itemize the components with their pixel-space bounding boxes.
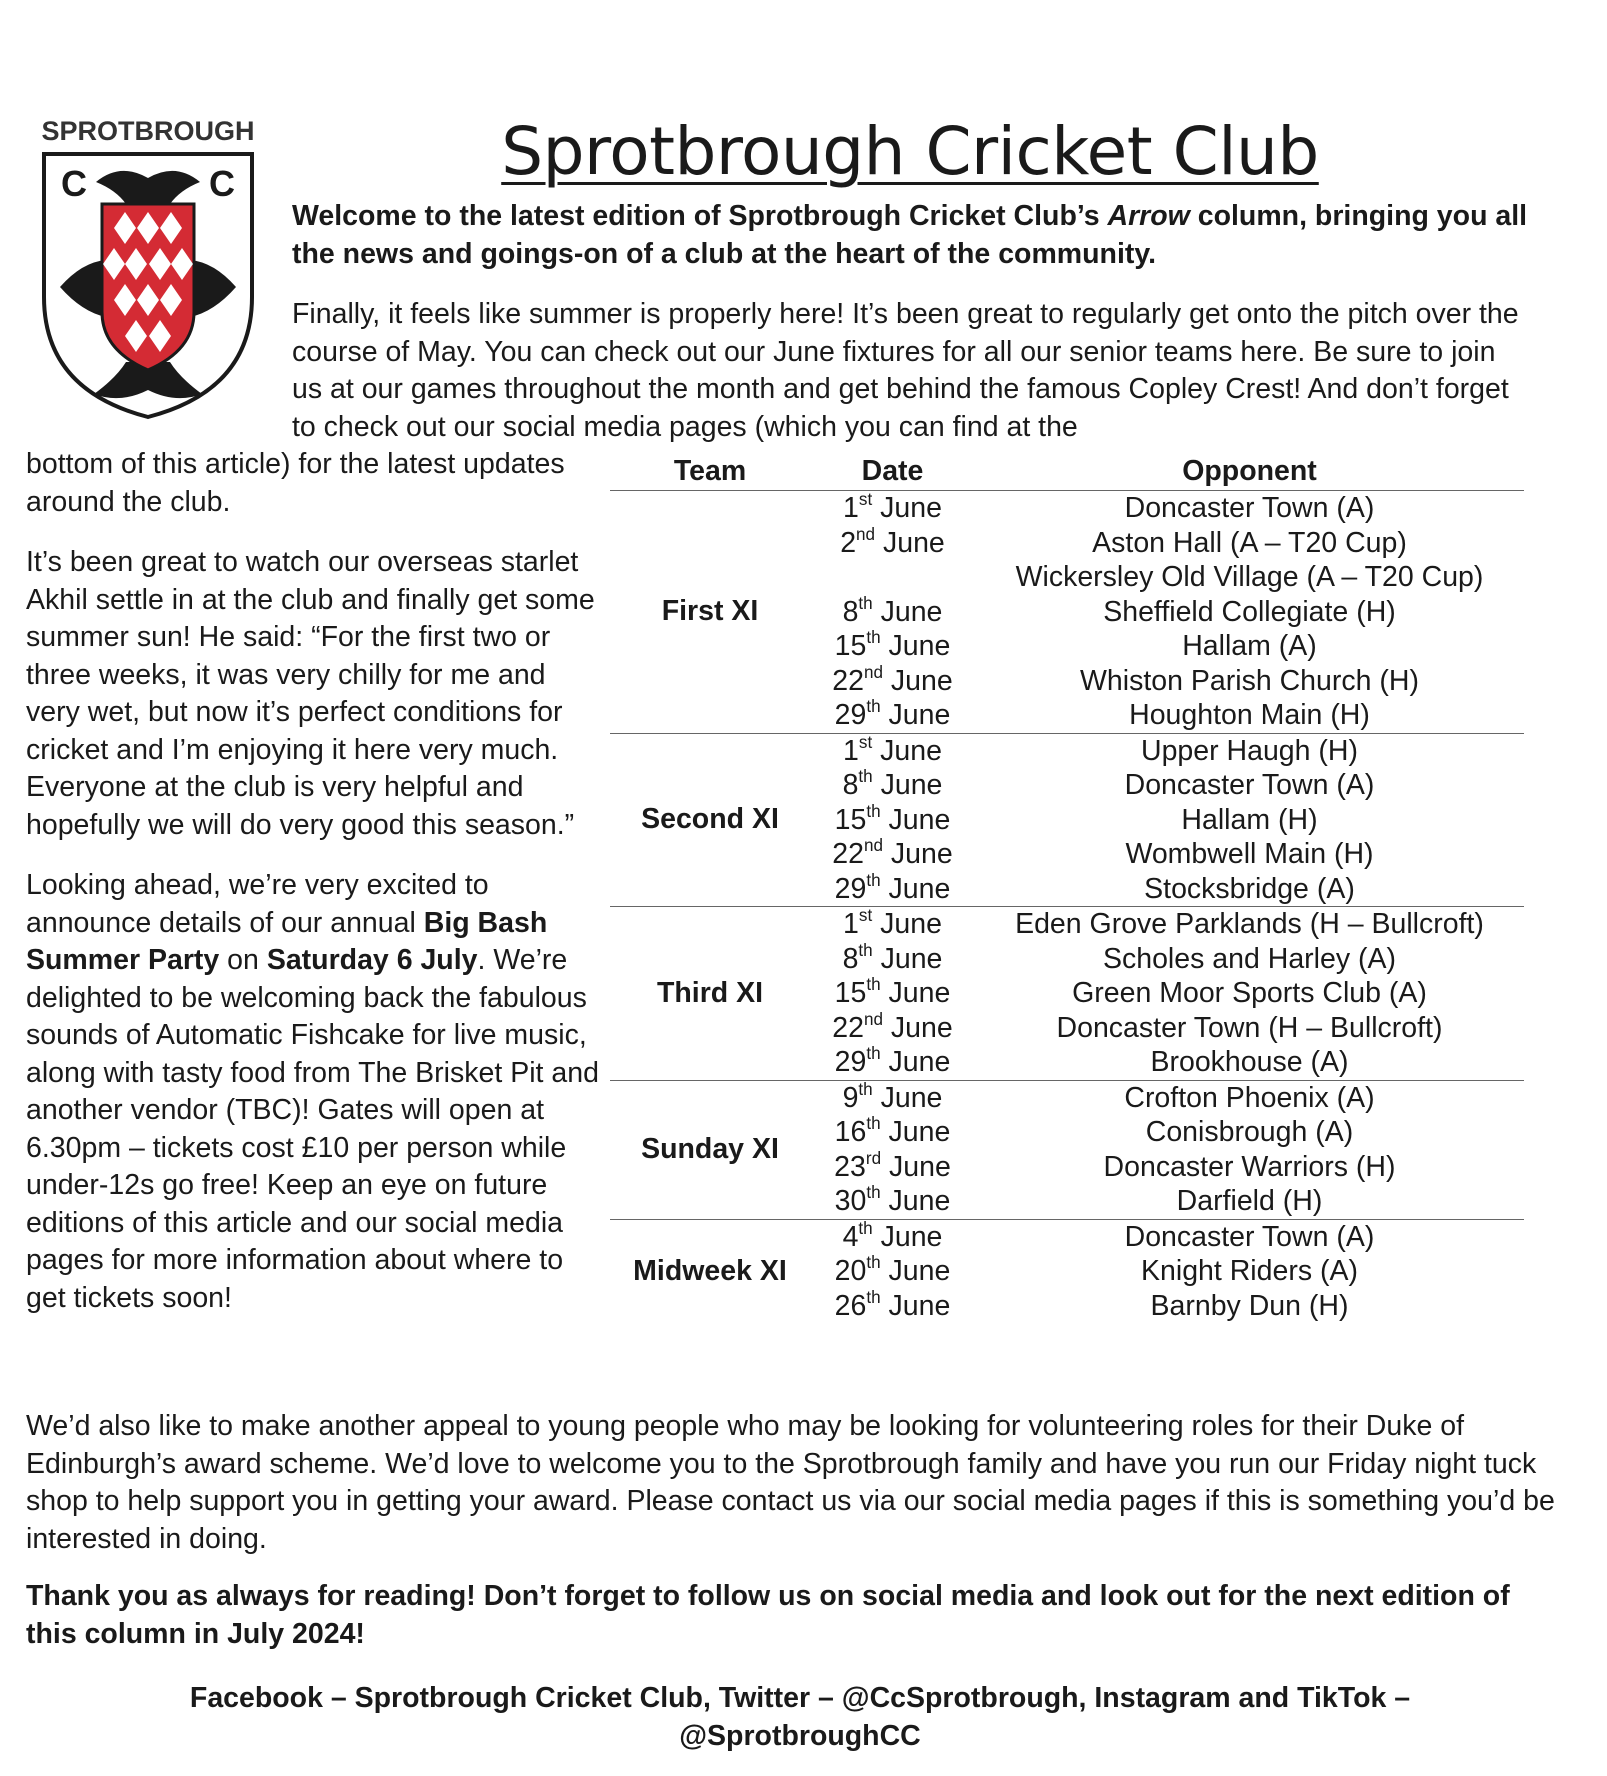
arrow-column-name: Arrow [1107, 200, 1190, 232]
fixture-month: June [890, 838, 953, 870]
social-line-1: Facebook – Sprotbrough Cricket Club, Twitter – @CcSprotbrough, Instagram and TikTok – [189, 1682, 1411, 1714]
fixture-day: 9 [842, 1081, 859, 1114]
fixture-row [810, 629, 1524, 664]
fixture-day: 8 [842, 595, 859, 628]
big-bash-text-a: Looking ahead, we’re very excited to announce details of our annual [26, 869, 489, 939]
fixture-day-suffix: th [858, 767, 873, 787]
fixture-day: 15 [834, 630, 867, 662]
fixture-row [810, 872, 1524, 907]
fixture-row [810, 907, 1524, 942]
fixture-opponent: Wickersley Old Village (A – T20 Cup) [1015, 561, 1484, 593]
fixture-day-suffix: rd [865, 1148, 882, 1168]
header-date: Date [861, 455, 924, 487]
fixture-opponent: Darfield (H) [1176, 1185, 1323, 1217]
fixture-day-suffix: th [866, 1287, 881, 1307]
fixture-row [810, 1184, 1524, 1219]
fixture-date [810, 837, 975, 872]
team-name: Sunday XI [641, 1132, 779, 1165]
fixture-day: 4 [842, 1220, 859, 1253]
fixture-month: June [888, 699, 951, 731]
fixture-day: 30 [834, 1185, 867, 1217]
fixture-day: 2 [840, 526, 857, 559]
fixture-opponent: Conisbrough (A) [1145, 1116, 1354, 1148]
fixture-opponent: Barnby Dun (H) [1150, 1289, 1349, 1322]
crest-lettering: SPROTBROUGH [41, 116, 255, 146]
fixture-opponent: Crofton Phoenix (A) [1124, 1081, 1375, 1114]
fixture-group [610, 907, 1524, 1081]
fixture-day-suffix: th [866, 1253, 881, 1273]
fixture-opponent: Houghton Main (H) [1129, 699, 1370, 731]
fixture-day-suffix: th [858, 1079, 873, 1099]
fixture-row [810, 803, 1524, 838]
fixture-day: 29 [834, 1046, 867, 1078]
fixture-day-suffix: th [866, 1183, 881, 1203]
fixture-row [810, 1011, 1524, 1046]
fixture-date [810, 768, 975, 803]
volunteer-paragraph: We’d also like to make another appeal to young people who may be looking for volunteering roles for their Duke of Edinburgh’s award scheme. We’d love to welcome you to the Sprotbrough family and have you run our Friday night tuck shop to help support you in getting your award. Please contact us via our social media pages if this is something you’d be interested in doing. [26, 1410, 1555, 1555]
fixture-day: 1 [843, 908, 859, 940]
fixture-opponent: Whiston Parish Church (H) [1080, 664, 1419, 697]
fixture-month: June [888, 1116, 951, 1148]
fixture-date [810, 526, 975, 561]
fixture-group [610, 734, 1524, 908]
fixture-row [810, 1045, 1524, 1080]
big-bash-text-b: on [219, 944, 267, 976]
fixture-day-suffix: nd [856, 524, 876, 544]
fixture-rows [810, 491, 1524, 733]
thanks-paragraph: Thank you as always for reading! Don’t forget to follow us on social media and look out for the next edition of this column in July 2024! [26, 1580, 1510, 1650]
fixture-opponent: Upper Haugh (H) [1140, 734, 1358, 767]
fixture-month: June [888, 977, 951, 1009]
fixture-row [810, 1115, 1524, 1150]
crest-letter-left: C [61, 163, 87, 204]
fixture-opponent: Doncaster Town (A) [1124, 769, 1375, 801]
fixture-day: 8 [842, 942, 859, 975]
team-name: Third XI [656, 976, 764, 1009]
social-media-links [80, 1680, 1520, 1755]
fixture-month: June [888, 1289, 951, 1322]
fixture-date [810, 595, 975, 630]
fixture-day: 16 [834, 1116, 867, 1148]
event-date: Saturday 6 July [266, 944, 478, 976]
fixture-day: 15 [834, 803, 867, 836]
fixture-month: June [880, 492, 942, 524]
fixture-opponent: Doncaster Warriors (H) [1103, 1150, 1396, 1183]
fixture-day-suffix: th [866, 801, 881, 821]
fixture-month: June [890, 1011, 953, 1044]
fixture-month: June [888, 872, 951, 905]
fixture-group [610, 1081, 1524, 1220]
fixture-opponent: Brookhouse (A) [1150, 1046, 1349, 1078]
fixture-opponent: Doncaster Town (A) [1124, 492, 1375, 524]
fixture-row [810, 595, 1524, 630]
fixture-group [610, 491, 1524, 734]
fixtures-table [610, 452, 1524, 1323]
fixture-row [810, 664, 1524, 699]
fixture-date [810, 1220, 975, 1255]
fixture-date [810, 976, 975, 1011]
fixture-opponent: Stocksbridge (A) [1144, 872, 1355, 905]
fixture-month: June [888, 1185, 951, 1217]
fixture-day-suffix: th [858, 593, 873, 613]
fixture-date [810, 1081, 975, 1116]
fixture-day: 1 [843, 492, 859, 524]
fixture-opponent: Hallam (A) [1182, 630, 1317, 662]
fixture-date [810, 1115, 975, 1150]
summer-paragraph-continued: bottom of this article) for the latest updates around the club. [26, 448, 565, 518]
fixture-opponent: Wombwell Main (H) [1125, 838, 1374, 870]
fixture-row [810, 768, 1524, 803]
summer-paragraph: Finally, it feels like summer is properly here! It’s been great to regularly get onto the pitch over the course of May. You can check out our June fixtures for all our senior teams here. Be sure to join us at our games throughout the month and get behind the famous Copley Crest! And don’t forget to check out our social media pages (which you can find at the [292, 298, 1519, 443]
fixture-row [810, 698, 1524, 733]
fixture-month: June [880, 595, 943, 628]
fixture-date [810, 1289, 975, 1324]
fixture-date [810, 629, 975, 664]
fixture-day: 29 [834, 699, 867, 731]
fixture-date [810, 664, 975, 699]
fixture-groups [610, 491, 1524, 1323]
intro-text-before: Welcome to the latest edition of Sprotbrough Cricket Club’s [292, 200, 1108, 232]
fixture-opponent: Doncaster Town (A) [1124, 1220, 1375, 1253]
fixture-opponent: Aston Hall (A – T20 Cup) [1092, 526, 1407, 559]
fixture-rows [810, 734, 1524, 907]
fixture-row [810, 1150, 1524, 1185]
team-name: First XI [661, 595, 759, 627]
team-name: Midweek XI [633, 1254, 787, 1287]
fixture-day: 26 [834, 1289, 867, 1322]
fixture-date [810, 1254, 975, 1289]
fixture-opponent: Sheffield Collegiate (H) [1103, 595, 1396, 628]
fixture-day: 22 [832, 1011, 864, 1044]
fixture-day-suffix: nd [863, 836, 883, 856]
fixture-day: 22 [832, 664, 864, 697]
fixture-month: June [890, 664, 953, 697]
fixture-day: 22 [832, 838, 864, 870]
fixture-month: June [888, 1046, 951, 1078]
fixture-day-suffix: th [866, 975, 881, 995]
fixture-opponent: Hallam (H) [1181, 803, 1318, 836]
fixture-month: June [880, 734, 942, 767]
header-team: Team [673, 455, 747, 487]
intro-paragraph [292, 198, 1532, 273]
fixture-month: June [880, 1081, 943, 1114]
fixture-date [810, 698, 975, 733]
fixture-day-suffix: th [866, 870, 881, 890]
crest-letter-right: C [209, 163, 235, 204]
fixture-month: June [880, 1220, 943, 1253]
fixture-date [810, 907, 975, 942]
fixture-opponent: Scholes and Harley (A) [1102, 942, 1397, 975]
fixture-row [810, 1254, 1524, 1289]
fixture-month: June [880, 769, 943, 801]
akhil-paragraph: It’s been great to watch our overseas starlet Akhil settle in at the club and finally get some summer sun! He said: “For the first two or three weeks, it was very chilly for me and very wet, but now it’s perfect conditions for cricket and I’m enjoying it here very much. Everyone at the club is very helpful and hopefully we will do very good this season.” [26, 546, 595, 841]
left-column [26, 446, 606, 1340]
fixture-opponent: Green Moor Sports Club (A) [1072, 977, 1427, 1009]
fixture-month: June [882, 526, 945, 559]
fixture-day-suffix: nd [863, 1009, 883, 1029]
fixture-opponent: Eden Grove Parklands (H – Bullcroft) [1015, 908, 1484, 940]
fixtures-header-row [610, 452, 1524, 491]
fixture-rows [810, 1220, 1524, 1324]
club-crest-logo [30, 112, 266, 424]
fixture-day-suffix: th [858, 1218, 873, 1238]
event-name: Big Bash Summer Party [26, 906, 548, 976]
fixture-month: June [880, 942, 943, 975]
fixture-date [810, 1045, 975, 1080]
fixture-row [810, 942, 1524, 977]
fixture-rows [810, 1081, 1524, 1219]
fixture-day: 8 [842, 769, 859, 801]
fixture-month: June [880, 908, 942, 940]
fixture-day-suffix: st [858, 490, 873, 510]
fixture-day-suffix: th [858, 940, 873, 960]
fixture-day-suffix: nd [863, 662, 883, 682]
fixture-row [810, 837, 1524, 872]
team-name: Second XI [641, 803, 779, 835]
fixture-row [810, 734, 1524, 769]
fixture-day: 23 [834, 1150, 866, 1183]
fixture-row [810, 526, 1524, 561]
fixture-row [810, 976, 1524, 1011]
fixture-date [810, 1011, 975, 1046]
fixture-row [810, 1220, 1524, 1255]
fixture-day-suffix: st [858, 732, 873, 752]
fixture-day: 1 [843, 734, 859, 767]
fixture-date [810, 803, 975, 838]
fixture-row [810, 491, 1524, 526]
fixture-day-suffix: th [866, 1044, 881, 1064]
fixture-date [810, 1150, 975, 1185]
fixture-month: June [889, 1150, 951, 1183]
fixture-day: 29 [834, 872, 867, 905]
fixture-date [810, 942, 975, 977]
fixture-day-suffix: st [858, 906, 873, 926]
fixture-date [810, 872, 975, 907]
fixture-day: 15 [834, 977, 867, 1009]
fixture-date [810, 1184, 975, 1219]
fixture-opponent: Knight Riders (A) [1141, 1255, 1358, 1287]
fixture-date [810, 734, 975, 769]
intro-text-after: column, bringing you all the news and goings-on of a club at the heart of the community. [292, 200, 1528, 270]
social-line-2: @SprotbroughCC [679, 1719, 921, 1752]
big-bash-text-c: . We’re delighted to be welcoming back the fabulous sounds of Automatic Fishcake for live music, along with tasty food from The Brisket Pit and another vendor (TBC)! Gates will open at 6.30pm – tickets cost £10 per person while under-12s go free! Keep an eye on future editions of this article and our social media pages for more information about where to get tickets soon! [26, 944, 599, 1314]
big-bash-paragraph [26, 867, 606, 1317]
fixture-group [610, 1220, 1524, 1324]
header-opponent: Opponent [1182, 455, 1317, 487]
fixture-row [810, 1081, 1524, 1116]
fixture-row [810, 560, 1524, 595]
fixture-date [810, 560, 975, 595]
fixture-row [810, 1289, 1524, 1324]
fixture-day-suffix: th [866, 697, 881, 717]
fixture-day: 20 [834, 1255, 867, 1287]
fixture-rows [810, 907, 1524, 1080]
page-title: Sprotbrough Cricket Club [501, 113, 1319, 190]
fixture-month: June [888, 630, 951, 662]
fixture-month: June [888, 1255, 951, 1287]
fixture-month: June [888, 803, 951, 836]
fixture-day-suffix: th [866, 628, 881, 648]
fixture-opponent: Doncaster Town (H – Bullcroft) [1056, 1011, 1443, 1044]
fixture-date [810, 491, 975, 526]
fixture-day-suffix: th [866, 1114, 881, 1134]
